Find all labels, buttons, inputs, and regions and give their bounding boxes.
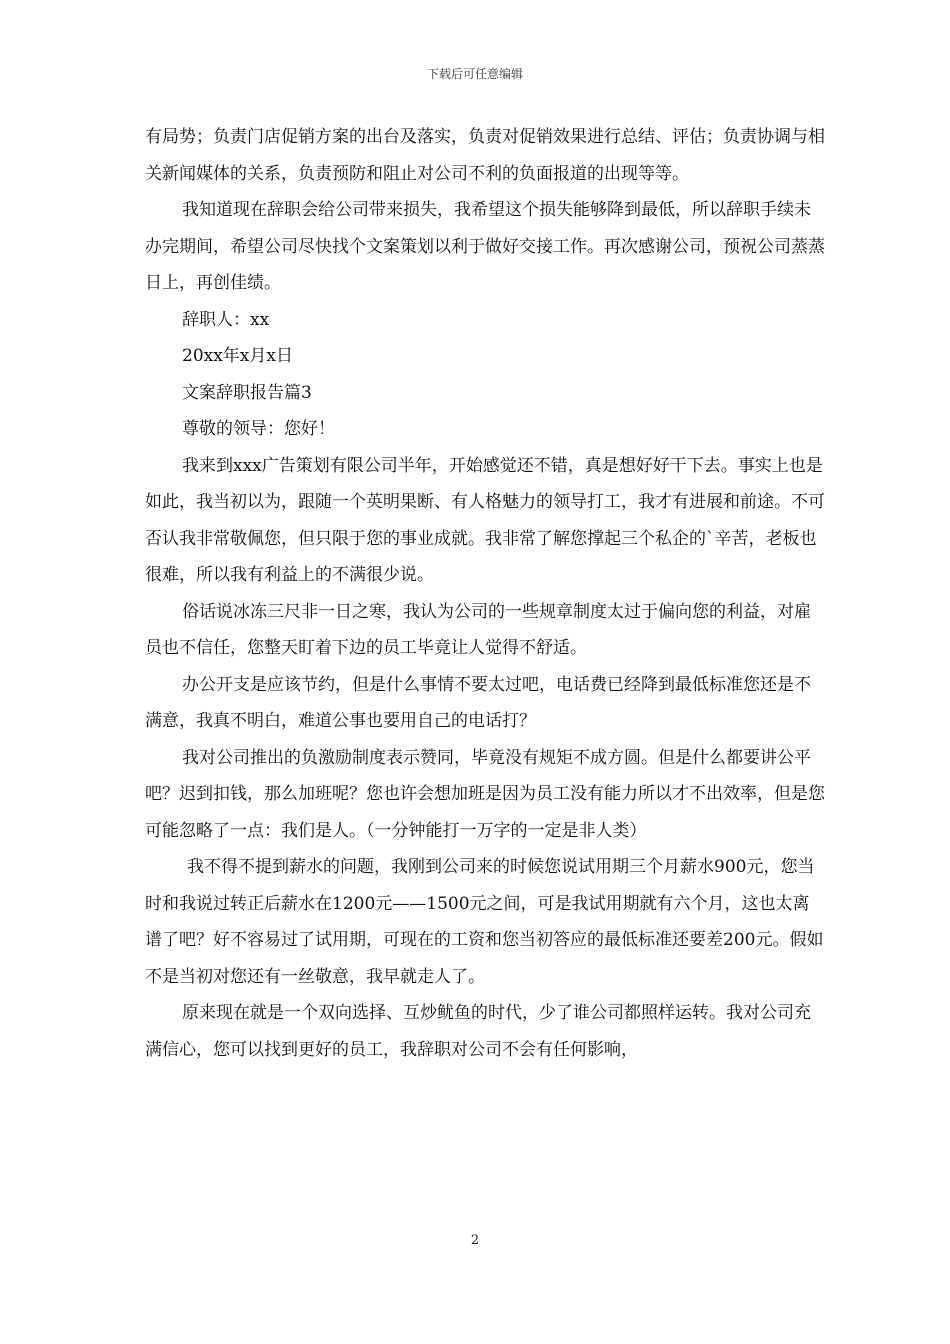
paragraph-intro: 我来到xxx广告策划有限公司半年，开始感觉还不错，真是想好好干下去。事实上也是如此，我当初以为，跟随一个英明果断、有人格魅力的领导打工，我才有进展和前途。不可否认我非常敬佩您，但只限于您的事业成就。我非常了解您撑起三个私企的`辛苦，老板也很难，所以我有利益上的不满很少说。 xyxy=(145,455,825,585)
paragraph-incentive: 我对公司推出的负激励制度表示赞同，毕竟没有规矩不成方圆。但是什么都要讲公平吧？迟到扣钱，那么加班呢？您也许会想加班是因为员工没有能力所以才不出效率，但是您可能忽略了一点：我们是人。（一分钟能打一万字的一定是非人类） xyxy=(145,747,825,841)
salutation: 尊敬的领导：您好！ xyxy=(182,419,335,439)
paragraph-closing: 原来现在就是一个双向选择、互炒鱿鱼的时代，少了谁公司都照样运转。我对公司充满信心，您可以找到更好的员工，我辞职对公司不会有任何影响， xyxy=(145,1003,811,1060)
signature-date: 20xx年x月x日 xyxy=(182,346,293,366)
section-title: 文案辞职报告篇3 xyxy=(182,382,312,403)
paragraph-expenses: 办公开支是应该节约，但是什么事情不要太过吧，电话费已经降到最低标准您还是不满意，我真不明白，难道公事也要用自己的电话打？ xyxy=(145,674,811,731)
paragraph-regret: 我知道现在辞职会给公司带来损失，我希望这个损失能够降到最低，所以辞职手续未办完期间，希望公司尽快找个文案策划以利于做好交接工作。再次感谢公司，预祝公司蒸蒸日上，再创佳绩。 xyxy=(145,200,825,293)
page-header: 下载后可任意编辑 xyxy=(426,67,523,81)
paragraph-rules: 俗话说冰冻三尺非一日之寒，我认为公司的一些规章制度太过于偏向您的利益，对雇员也不信任，您整天盯着下边的员工毕竟让人觉得不舒适。 xyxy=(145,601,811,658)
page-number: 2 xyxy=(470,1233,480,1248)
signature-name: 辞职人：xx xyxy=(182,309,270,330)
paragraph-salary: 我不得不提到薪水的问题，我刚到公司来的时候您说试用期三个月薪水900元，您当时和我说过转正后薪水在1200元——1500元之间，可是我试用期就有六个月，这也太离谱了吧？好不容易过了试用期，可现在的工资和您当初答应的最低标准还要差200元。假如不是当初对您还有一丝敬意，我早就走人了。 xyxy=(145,857,824,987)
paragraph-duties: 有局势；负责门店促销方案的出台及落实，负责对促销效果进行总结、评估；负责协调与相关新闻媒体的关系，负责预防和阻止对公司不利的负面报道的出现等等。 xyxy=(145,127,825,184)
document-body xyxy=(145,119,825,1068)
